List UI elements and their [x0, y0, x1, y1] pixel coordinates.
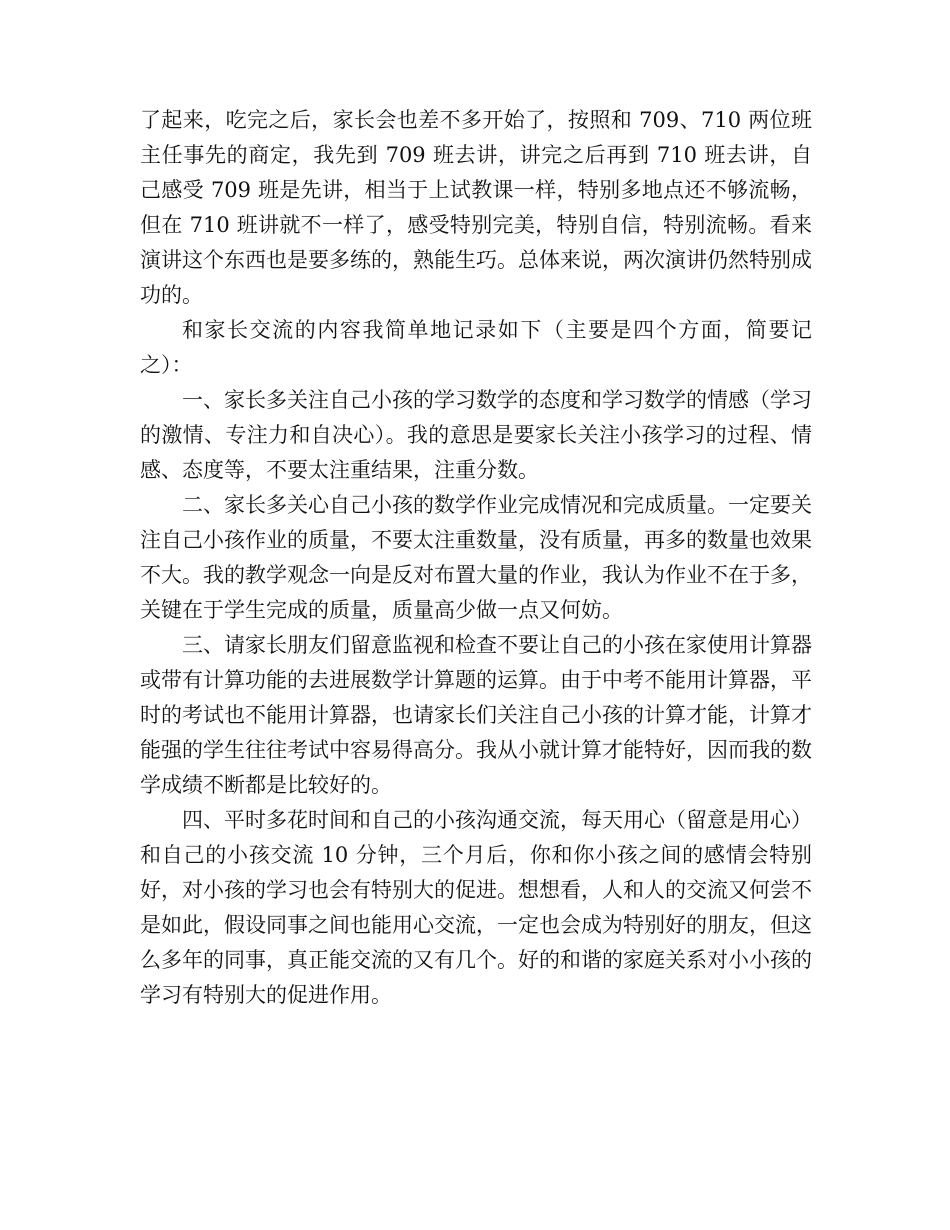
paragraph-point-2: 二、家长多关心自己小孩的数学作业完成情况和完成质量。一定要关注自己小孩作业的质量，不要太注重数量，没有质量，再多的数量也效果不大。我的教学观念一向是反对布置大量的作业，我认为作业不在于多，关键在于学生完成的质量，质量高少做一点又何妨。	[140, 493, 812, 622]
paragraph-point-3: 三、请家长朋友们留意监视和检查不要让自己的小孩在家使用计算器或带有计算功能的去进展数学计算题的运算。由于中考不能用计算器，平时的考试也不能用计算器，也请家长们关注自己小孩的计算才能，计算才能强的学生往往考试中容易得高分。我从小就计算才能特好，因而我的数学成绩不断都是比较好的。	[140, 633, 812, 797]
paragraph-point-1: 一、家长多关注自己小孩的学习数学的态度和学习数学的情感（学习的激情、专注力和自决心）。我的意思是要家长关注小孩学习的过程、情感、态度等，不要太注重结果，注重分数。	[140, 388, 812, 482]
paragraph-point-4: 四、平时多花时间和自己的小孩沟通交流，每天用心（留意是用心）和自己的小孩交流 10 分钟，三个月后，你和你小孩之间的感情会特别好，对小孩的学习也会有特别大的促进。想想看，人和人的交流又何尝不是如此，假设同事之间也能用心交流，一定也会成为特别好的朋友，但这么多年的同事，真正能交流的又有几个。好的和谐的家庭关系对小小孩的学习有特别大的促进作用。	[140, 808, 812, 1007]
paragraph-continuation: 了起来，吃完之后，家长会也差不多开始了，按照和 709、710 两位班主任事先的商定，我先到 709 班去讲，讲完之后再到 710 班去讲，自己感受 709 班是先讲，相当于上试教课一样，特别多地点还不够流畅，但在 710 班讲就不一样了，感受特别完美，特别自信，特别流畅。看来演讲这个东西也是要多练的，熟能生巧。总体来说，两次演讲仍然特别成功的。	[140, 108, 812, 307]
document-body	[140, 103, 812, 1013]
paragraph-intro: 和家长交流的内容我简单地记录如下（主要是四个方面，简要记之）：	[140, 318, 812, 377]
